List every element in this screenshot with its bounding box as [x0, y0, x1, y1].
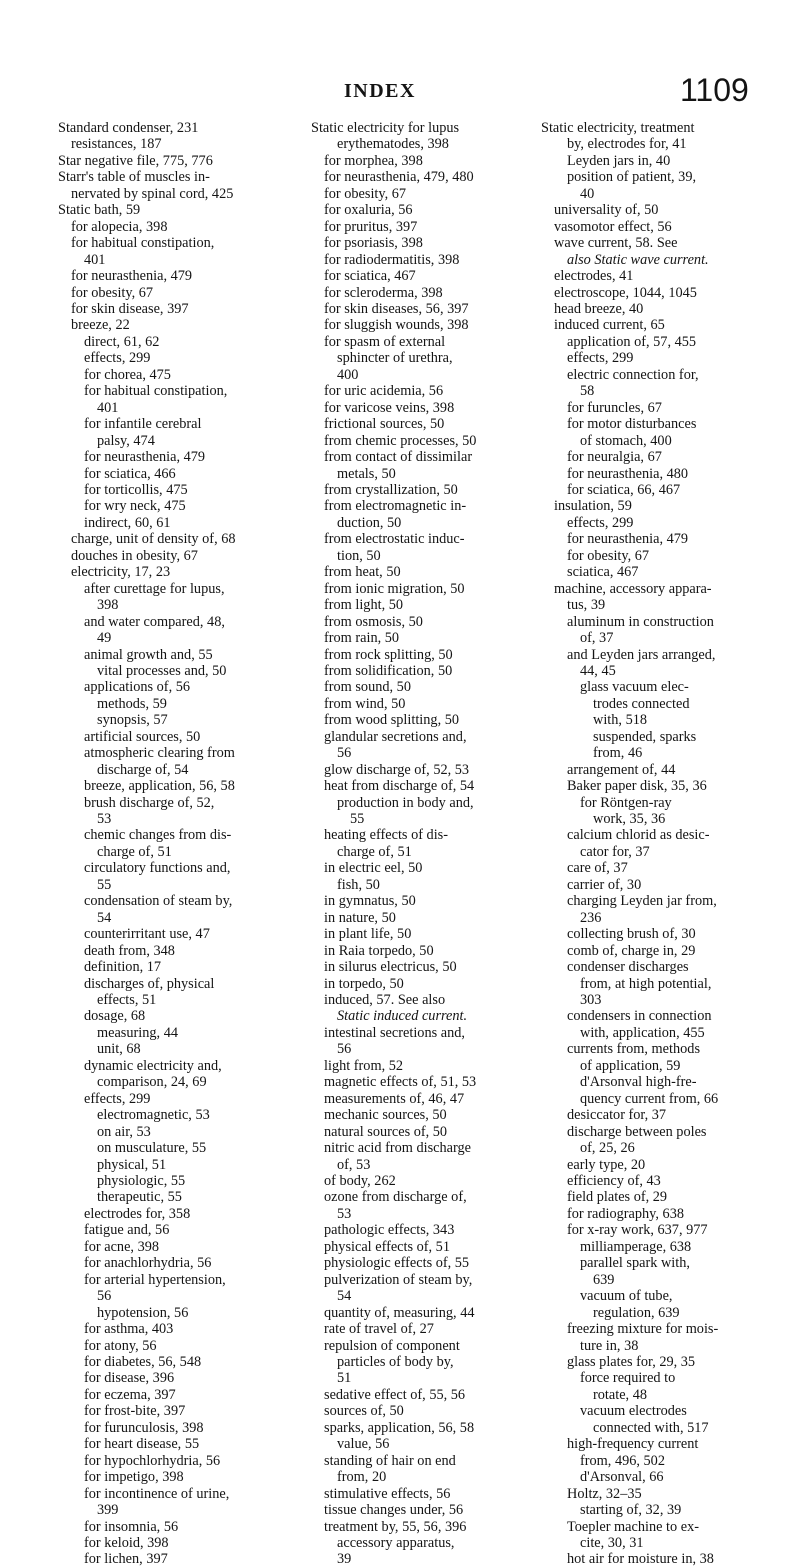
index-entry: electrodes, 41: [554, 268, 634, 285]
index-entry: for skin disease, 397: [71, 300, 189, 317]
index-entry: for x-ray work, 637, 977: [567, 1222, 708, 1239]
index-entry: standing of hair on end: [324, 1452, 456, 1469]
index-entry: for insomnia, 56: [84, 1518, 179, 1535]
index-entry: 303: [580, 992, 602, 1009]
index-entry: regulation, 639: [593, 1304, 680, 1321]
index-entry: discharge of, 54: [97, 761, 189, 778]
index-entry: care of, 37: [567, 860, 628, 877]
index-entry: trodes connected: [593, 695, 690, 712]
index-entry: suspended, sparks: [593, 728, 697, 745]
index-entry: nervated by spinal cord, 425: [71, 185, 234, 202]
index-entry: condensation of steam by,: [84, 893, 233, 910]
index-entry: charge of, 51: [97, 843, 172, 860]
index-entry: artificial sources, 50: [84, 728, 201, 745]
index-entry: quency current from, 66: [580, 1090, 719, 1107]
index-entry: 53: [97, 811, 112, 828]
index-entry: 56: [337, 1041, 352, 1058]
index-entry: from ionic migration, 50: [324, 580, 465, 597]
index-entry: breeze, application, 56, 58: [84, 778, 235, 795]
index-entry: for pruritus, 397: [324, 218, 418, 235]
index-entry: measuring, 44: [97, 1024, 178, 1041]
page-title: INDEX: [344, 80, 416, 102]
index-entry: hot air for moisture in, 38: [567, 1551, 714, 1568]
index-entry: from rock splitting, 50: [324, 646, 453, 663]
index-entry: desiccator for, 37: [567, 1107, 667, 1124]
index-entry: sciatica, 467: [567, 564, 639, 581]
index-entry: for neurasthenia, 480: [567, 465, 689, 482]
index-entry: for skin diseases, 56, 397: [324, 300, 469, 317]
index-entry: tissue changes under, 56: [324, 1502, 464, 1519]
index-entry: for wry neck, 475: [84, 498, 186, 515]
index-entry: Static electricity for lupus: [311, 120, 460, 136]
index-entry: metals, 50: [337, 465, 396, 482]
index-entry: wave current, 58. See: [554, 235, 678, 252]
index-entry: direct, 61, 62: [84, 333, 160, 350]
index-entry: 56: [337, 745, 352, 762]
index-entry: connected with, 517: [593, 1419, 709, 1436]
index-entry: from chemic processes, 50: [324, 432, 477, 449]
index-entry: discharge between poles: [567, 1123, 707, 1140]
index-entry: high-frequency current: [567, 1436, 699, 1453]
index-entry: insulation, 59: [554, 498, 632, 515]
index-entry: charging Leyden jar from,: [567, 893, 717, 910]
index-entry: for torticollis, 475: [84, 481, 188, 498]
index-entry: hypotension, 56: [97, 1304, 189, 1321]
index-entry: for lichen, 397: [84, 1551, 168, 1568]
index-entry: discharges of, physical: [84, 975, 215, 992]
index-entry: for habitual constipation,: [71, 235, 215, 252]
index-entry: induced current, 65: [554, 317, 665, 334]
index-entry: with, 518: [593, 712, 648, 729]
index-entry: from sound, 50: [324, 679, 411, 696]
index-entry: early type, 20: [567, 1156, 646, 1173]
index-entry: efficiency of, 43: [567, 1173, 661, 1189]
index-entry: circulatory functions and,: [84, 860, 231, 877]
index-entry: of, 37: [580, 630, 614, 647]
index-entry: effects, 299: [84, 1090, 151, 1107]
index-entry: chemic changes from dis-: [84, 827, 232, 844]
index-entry: for neurasthenia, 479, 480: [324, 169, 474, 186]
index-entry: from, 20: [337, 1469, 387, 1486]
index-entry: 40: [580, 185, 595, 202]
index-entry: in plant life, 50: [324, 926, 412, 943]
index-entry: work, 35, 36: [593, 811, 666, 828]
index-entry: for obesity, 67: [567, 547, 650, 564]
index-entry: glass vacuum elec-: [580, 679, 689, 696]
index-entry: in electric eel, 50: [324, 860, 423, 877]
page-number: 1109: [680, 72, 749, 108]
index-entry: for sciatica, 66, 467: [567, 481, 681, 498]
index-entry: for radiodermatitis, 398: [324, 251, 460, 268]
index-entry: from light, 50: [324, 597, 404, 614]
index-entry: vacuum of tube,: [580, 1288, 673, 1305]
index-entry: for hypochlorhydria, 56: [84, 1452, 221, 1469]
index-entry: atmospheric clearing from: [84, 745, 235, 762]
index-entry: frictional sources, 50: [324, 416, 445, 433]
index-entry: for neurasthenia, 479: [84, 449, 206, 466]
index-entry: 401: [97, 399, 119, 416]
index-entry: from, 46: [593, 745, 643, 762]
index-entry: Star negative file, 775, 776: [58, 152, 213, 169]
index-entry: and Leyden jars arranged,: [567, 646, 716, 663]
page-header: [0, 72, 800, 112]
index-entry: for incontinence of urine,: [84, 1485, 230, 1502]
index-entry: Standard condenser, 231: [58, 120, 199, 136]
index-entry: for uric acidemia, 56: [324, 383, 444, 400]
index-entry: sedative effect of, 55, 56: [324, 1386, 466, 1403]
index-entry: applications of, 56: [84, 679, 191, 696]
index-entry: Static electricity, treatment: [541, 120, 695, 136]
index-entry: for sluggish wounds, 398: [324, 317, 469, 334]
index-entry: natural sources of, 50: [324, 1123, 448, 1140]
index-entry: starting of, 32, 39: [580, 1502, 682, 1519]
index-entry: particles of body by,: [337, 1353, 454, 1370]
index-entry: from electrostatic induc-: [324, 531, 465, 548]
index-entry: 58: [580, 383, 595, 400]
index-entry: glandular secretions and,: [324, 728, 467, 745]
index-entry: for sciatica, 466: [84, 465, 176, 482]
index-entry: therapeutic, 55: [97, 1189, 182, 1206]
index-entry: position of patient, 39,: [567, 169, 697, 186]
index-entry: Static bath, 59: [58, 202, 141, 219]
index-entry: condenser discharges: [567, 959, 689, 976]
index-entry: of stomach, 400: [580, 432, 672, 449]
index-entry: 398: [97, 597, 119, 614]
index-entry: from heat, 50: [324, 564, 401, 581]
index-entry: for radiography, 638: [567, 1205, 684, 1222]
index-entry: charge, unit of density of, 68: [71, 531, 236, 548]
index-entry: production in body and,: [337, 794, 474, 811]
index-entry: for morphea, 398: [324, 152, 423, 169]
index-entry: with, application, 455: [580, 1024, 705, 1041]
index-entry: in torpedo, 50: [324, 975, 404, 992]
index-entry: for varicose veins, 398: [324, 399, 455, 416]
index-entry: nitric acid from discharge: [324, 1140, 472, 1157]
index-entry: after curettage for lupus,: [84, 580, 225, 597]
index-column-3: [541, 120, 755, 1568]
index-entry: for acne, 398: [84, 1238, 160, 1255]
index-entry: sphincter of urethra,: [337, 350, 453, 367]
index-entry: from wind, 50: [324, 695, 406, 712]
index-entry: field plates of, 29: [567, 1189, 668, 1206]
index-entry: for neurasthenia, 479: [567, 531, 689, 548]
index-entry: dosage, 68: [84, 1008, 146, 1025]
index-entry: Static induced current.: [337, 1008, 468, 1025]
index-entry: value, 56: [337, 1436, 390, 1453]
index-entry: intestinal secretions and,: [324, 1024, 465, 1041]
index-entry: sparks, application, 56, 58: [324, 1419, 475, 1436]
index-entry: cite, 30, 31: [580, 1534, 644, 1551]
index-entry: treatment by, 55, 56, 396: [324, 1518, 467, 1535]
index-entry: from solidification, 50: [324, 662, 453, 679]
index-entry: Leyden jars in, 40: [567, 152, 671, 169]
index-entry: from contact of dissimilar: [324, 449, 473, 466]
index-entry: in gymnatus, 50: [324, 893, 416, 910]
index-entry: 55: [350, 811, 365, 828]
index-entry: currents from, methods: [567, 1041, 701, 1058]
index-entry: for obesity, 67: [71, 284, 154, 301]
index-entry: physical effects of, 51: [324, 1238, 450, 1255]
index-entry: on air, 53: [97, 1123, 151, 1140]
index-entry: from crystallization, 50: [324, 481, 458, 498]
index-entry: for motor disturbances: [567, 416, 697, 433]
index-entry: 236: [580, 909, 602, 926]
index-entry: 54: [97, 909, 112, 926]
index-entry: animal growth and, 55: [84, 646, 213, 663]
index-entry: repulsion of component: [324, 1337, 460, 1354]
index-entry: methods, 59: [97, 695, 167, 712]
index-entry: Holtz, 32–35: [567, 1485, 642, 1502]
index-entry: parallel spark with,: [580, 1255, 690, 1272]
index-entry: for atony, 56: [84, 1337, 157, 1354]
index-entry: from wood splitting, 50: [324, 712, 460, 729]
index-entry: aluminum in construction: [567, 613, 714, 630]
index-entry: from, 496, 502: [580, 1452, 665, 1469]
index-entry: effects, 299: [567, 350, 634, 367]
index-entry: for disease, 396: [84, 1370, 175, 1387]
index-entry: electrodes for, 358: [84, 1205, 191, 1222]
index-entry: for scleroderma, 398: [324, 284, 443, 301]
index-entry: pathologic effects, 343: [324, 1222, 455, 1239]
index-entry: for chorea, 475: [84, 366, 171, 383]
index-entry: for heart disease, 55: [84, 1436, 200, 1453]
index-entry: 639: [593, 1271, 615, 1288]
index-entry: in Raia torpedo, 50: [324, 942, 434, 959]
index-entry: 56: [97, 1288, 112, 1305]
index-entry: dynamic electricity and,: [84, 1057, 222, 1074]
index-entry: electromagnetic, 53: [97, 1107, 210, 1124]
index-entry: magnetic effects of, 51, 53: [324, 1074, 477, 1091]
index-entry: for eczema, 397: [84, 1386, 176, 1403]
index-entry: douches in obesity, 67: [71, 547, 198, 564]
index-entry: 53: [337, 1205, 352, 1222]
index-entry: force required to: [580, 1370, 676, 1387]
index-entry: for impetigo, 398: [84, 1469, 184, 1486]
index-entry: for neurasthenia, 479: [71, 268, 193, 285]
index-entry: for anachlorhydria, 56: [84, 1255, 212, 1272]
index-entry: from rain, 50: [324, 630, 400, 647]
index-entry: tus, 39: [567, 597, 606, 614]
index-column-2: [311, 120, 514, 1568]
index-entry: resistances, 187: [71, 136, 162, 153]
index-entry: brush discharge of, 52,: [84, 794, 215, 811]
index-entry: d'Arsonval, 66: [580, 1469, 664, 1486]
index-entry: for psoriasis, 398: [324, 235, 423, 252]
index-entry: of application, 59: [580, 1057, 681, 1074]
index-entry: for sciatica, 467: [324, 268, 416, 285]
index-entry: effects, 299: [84, 350, 151, 367]
index-entry: stimulative effects, 56: [324, 1485, 451, 1502]
index-entry: for furuncles, 67: [567, 399, 662, 416]
index-entry: 400: [337, 366, 359, 383]
index-entry: vasomotor effect, 56: [554, 218, 672, 235]
index-entry: 51: [337, 1370, 352, 1387]
index-entry: measurements of, 46, 47: [324, 1090, 465, 1107]
index-entry: condensers in connection: [567, 1008, 712, 1025]
index-entry: cator for, 37: [580, 843, 650, 860]
index-entry: for infantile cerebral: [84, 416, 202, 433]
index-entry: for furunculosis, 398: [84, 1419, 204, 1436]
index-entry: electroscope, 1044, 1045: [554, 284, 697, 301]
index-entry: ozone from discharge of,: [324, 1189, 467, 1206]
index-entry: fish, 50: [337, 876, 380, 893]
index-entry: physical, 51: [97, 1156, 167, 1173]
index-entry: 401: [84, 251, 106, 268]
index-entry: light from, 52: [324, 1057, 404, 1074]
index-entry: counterirritant use, 47: [84, 926, 210, 943]
index-entry: rate of travel of, 27: [324, 1321, 434, 1338]
index-entry: comparison, 24, 69: [97, 1074, 207, 1091]
index-entry: 54: [337, 1288, 352, 1305]
index-entry: electricity, 17, 23: [71, 564, 171, 581]
index-entry: and water compared, 48,: [84, 613, 225, 630]
index-entry: effects, 51: [97, 992, 157, 1009]
index-entry: from, at high potential,: [580, 975, 712, 992]
index-entry: for asthma, 403: [84, 1321, 174, 1338]
index-entry: carrier of, 30: [567, 876, 642, 893]
index-entry: Toepler machine to ex-: [567, 1518, 699, 1535]
index-entry: definition, 17: [84, 959, 162, 976]
index-entry: Starr's table of muscles in-: [58, 169, 210, 186]
index-entry: vacuum electrodes: [580, 1403, 687, 1420]
index-entry: for arterial hypertension,: [84, 1271, 226, 1288]
index-entry: machine, accessory appara-: [554, 580, 712, 597]
index-entry: accessory apparatus,: [337, 1534, 455, 1551]
index-entry: 55: [97, 876, 112, 893]
index-entry: from osmosis, 50: [324, 613, 423, 630]
index-entry: ture in, 38: [580, 1337, 639, 1354]
index-entry: indirect, 60, 61: [84, 514, 171, 531]
index-entry: universality of, 50: [554, 202, 659, 219]
index-entry: head breeze, 40: [554, 300, 644, 317]
index-entry: heat from discharge of, 54: [324, 778, 475, 795]
index-entry: effects, 299: [567, 514, 634, 531]
index-entry: d'Arsonval high-fre-: [580, 1074, 697, 1091]
index-entry: by, electrodes for, 41: [567, 136, 687, 153]
index-entry: for spasm of external: [324, 333, 446, 350]
index-entry: of, 53: [337, 1156, 371, 1173]
index-entry: from electromagnetic in-: [324, 498, 467, 515]
index-entry: induced, 57. See also: [324, 992, 446, 1009]
index-entry: mechanic sources, 50: [324, 1107, 447, 1124]
index-entry: heating effects of dis-: [324, 827, 448, 844]
index-entry: arrangement of, 44: [567, 761, 676, 778]
index-entry: glow discharge of, 52, 53: [324, 761, 470, 778]
index-entry: breeze, 22: [71, 317, 130, 334]
index-entry: unit, 68: [97, 1041, 141, 1058]
index-entry: fatigue and, 56: [84, 1222, 170, 1239]
index-entry: for habitual constipation,: [84, 383, 228, 400]
index-entry: duction, 50: [337, 514, 402, 531]
index-entry: for keloid, 398: [84, 1534, 169, 1551]
index-entry: 399: [97, 1502, 119, 1519]
index-column-1: [58, 120, 283, 1568]
index-entry: in silurus electricus, 50: [324, 959, 457, 976]
index-entry: synopsis, 57: [97, 712, 168, 729]
index-entry: quantity of, measuring, 44: [324, 1304, 475, 1321]
index-entry: of body, 262: [324, 1173, 396, 1189]
index-entry: electric connection for,: [567, 366, 699, 383]
index-entry: for alopecia, 398: [71, 218, 168, 235]
index-entry: for obesity, 67: [324, 185, 407, 202]
index-entry: Baker paper disk, 35, 36: [567, 778, 707, 795]
index-entry: physiologic, 55: [97, 1173, 186, 1189]
index-entry: vital processes and, 50: [97, 662, 227, 679]
index-entry: sources of, 50: [324, 1403, 404, 1420]
index-entry: rotate, 48: [593, 1386, 647, 1403]
index-entry: palsy, 474: [97, 432, 155, 449]
index-entry: comb of, charge in, 29: [567, 942, 696, 959]
index-entry: for Röntgen-ray: [580, 794, 672, 811]
index-entry: charge of, 51: [337, 843, 412, 860]
index-entry: for diabetes, 56, 548: [84, 1353, 202, 1370]
index-entry: for frost-bite, 397: [84, 1403, 186, 1420]
index-entry: collecting brush of, 30: [567, 926, 696, 943]
index-entry: in nature, 50: [324, 909, 396, 926]
index-entry: 49: [97, 630, 112, 647]
index-entry: physiologic effects of, 55: [324, 1255, 470, 1272]
index-entry: 39: [337, 1551, 352, 1568]
index-entry: tion, 50: [337, 547, 381, 564]
index-entry: application of, 57, 455: [567, 333, 697, 350]
index-entry: also Static wave current.: [567, 251, 709, 268]
index-entry: for oxaluria, 56: [324, 202, 413, 219]
index-entry: milliamperage, 638: [580, 1238, 692, 1255]
index-entry: pulverization of steam by,: [324, 1271, 473, 1288]
index-entry: glass plates for, 29, 35: [567, 1353, 696, 1370]
index-entry: erythematodes, 398: [337, 136, 449, 153]
index-entry: calcium chlorid as desic-: [567, 827, 710, 844]
index-entry: on musculature, 55: [97, 1140, 207, 1157]
index-entry: of, 25, 26: [580, 1140, 635, 1157]
index-entry: 44, 45: [580, 662, 616, 679]
index-entry: death from, 348: [84, 942, 175, 959]
index-entry: for neuralgia, 67: [567, 449, 662, 466]
index-entry: freezing mixture for mois-: [567, 1321, 719, 1338]
